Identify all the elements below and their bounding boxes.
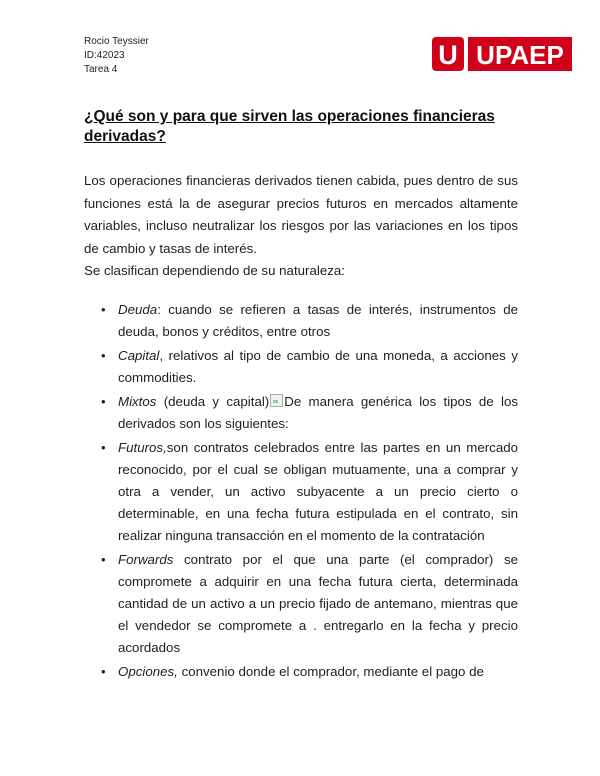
list-item (84, 437, 518, 547)
assignment-label: Tarea 4 (84, 64, 118, 75)
item-text-continued: De manera genérica los tipos de los derivados son los siguientes: (118, 394, 518, 431)
list-item (84, 345, 518, 389)
intro-paragraph: Los operaciones financieras derivados tienen cabida, pues dentro de sus funciones está la de asegurar precios futuros en mercados altamente variables, incluso neutralizar los riesgos por las variaciones en los tipos de cambio y tasas de interés. (84, 173, 518, 256)
document-header-meta (84, 35, 149, 77)
item-text: contrato por el que una parte (el comprador) se compromete a adquirir en una fecha futura cierta, determinada cantidad de un activo a un precio fijado de antemano, mientras que el vendedor se compromete a . entregarlo en la fecha y precio acordados (118, 552, 518, 655)
bullet-icon: • (101, 664, 106, 679)
bullet-icon: • (101, 394, 106, 409)
student-id: ID:42023 (84, 50, 125, 61)
item-term: Opciones, (118, 664, 178, 679)
bullet-icon: • (101, 440, 106, 455)
logo-letter: U (438, 40, 458, 70)
list-item (84, 299, 518, 343)
broken-image-icon (270, 394, 283, 407)
item-text: (deuda y capital) (156, 394, 270, 409)
classification-line: Se clasifican dependiendo de su naturaleza: (84, 263, 345, 278)
bullet-icon: • (101, 302, 106, 317)
author-name: Rocio Teyssier (84, 36, 149, 47)
bullet-icon: • (101, 348, 106, 363)
item-term: Forwards (118, 552, 174, 567)
item-text: : cuando se refieren a tasas de interés, instrumentos de deuda, bonos y créditos, entre otros (118, 302, 518, 339)
upaep-logo (432, 37, 572, 71)
item-text: son contratos celebrados entre las partes en un mercado reconocido, por el cual se obligan mutuamente, una a comprar y otra a vender, un activo subyacente a un precio cierto o determinable, en una fecha futura estipulada en el contrato, sin realizar ninguna transacción en el momento de la contratación (118, 440, 518, 543)
derivatives-list (84, 299, 518, 685)
bullet-icon: • (101, 552, 106, 567)
item-term: Deuda (118, 302, 158, 317)
item-text: , relativos al tipo de cambio de una moneda, a acciones y commodities. (118, 348, 518, 385)
logo-text: UPAEP (476, 40, 564, 70)
list-item (84, 549, 518, 659)
page-title: ¿Qué son y para que sirven las operaciones financieras derivadas? (84, 108, 495, 145)
intro-section (84, 170, 518, 283)
item-term: Mixtos (118, 394, 157, 409)
item-term: Capital (118, 348, 160, 363)
list-item (84, 391, 518, 435)
item-text: convenio donde el comprador, mediante el pago de (177, 664, 484, 679)
list-item (84, 661, 518, 683)
item-term: Futuros, (118, 440, 167, 455)
